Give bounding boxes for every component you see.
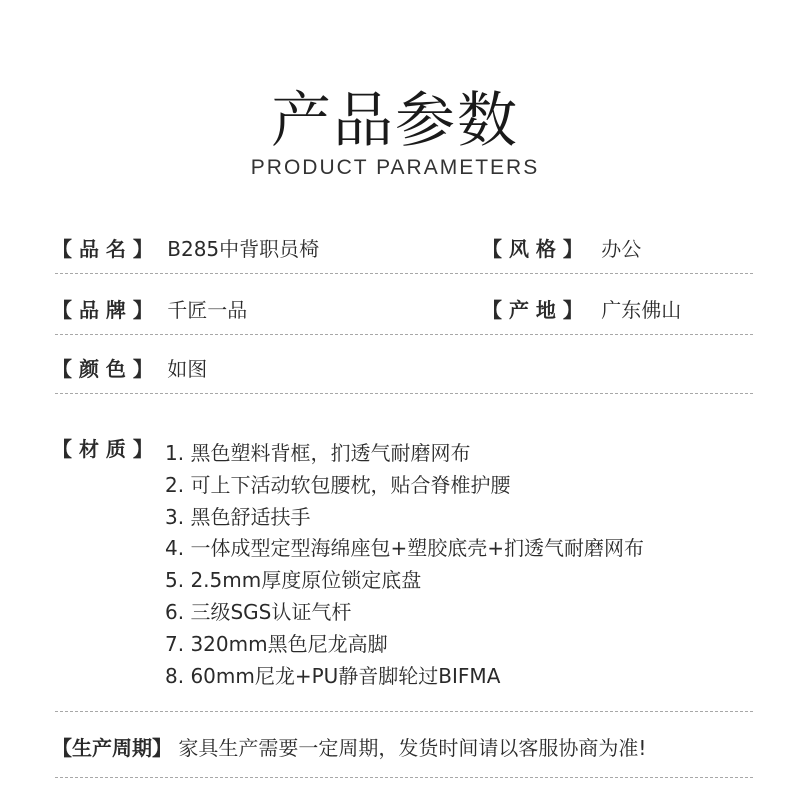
param-material-label-wrap [52,436,153,462]
param-name-label: 【 品 名 】 [52,237,153,261]
param-style-value: 办公 [601,237,642,261]
list-item: 7. 320mm黑色尼龙高脚 [165,631,388,656]
param-material-label: 【 材 质 】 [52,437,153,461]
param-brand-label: 【 品 牌 】 [52,298,153,322]
page-title: 产品参数 [271,86,519,156]
param-origin [482,297,681,323]
list-item: 2. 可上下活动软包腰枕，贴合脊椎护腰 [165,472,511,497]
param-origin-value: 广东佛山 [601,298,682,322]
notice-text: 家具生产需要一定周期，发货时间请以客服协商为准! [178,736,647,760]
divider [55,711,753,712]
divider [55,393,753,394]
param-style-label: 【 风 格 】 [482,237,583,261]
param-brand-value: 千匠一品 [167,298,248,322]
divider [55,777,753,778]
param-color [52,356,207,382]
list-item: 4. 一体成型定型海绵座包+塑胶底壳+扪透气耐磨网布 [165,536,644,561]
param-brand [52,297,247,323]
material-list [165,438,644,692]
param-style [482,236,641,262]
list-item: 1. 黑色塑料背框，扪透气耐磨网布 [165,441,471,465]
list-item: 8. 60mm尼龙+PU静音脚轮过BIFMA [165,663,501,688]
list-item: 3. 黑色舒适扶手 [165,504,311,529]
notice-label: 【生产周期】 [52,736,172,760]
list-item: 6. 三级SGS认证气杆 [165,599,352,624]
param-name [52,236,319,262]
list-item: 5. 2.5mm厚度原位锁定底盘 [165,568,422,593]
param-name-value: B285中背职员椅 [167,237,320,261]
divider [55,273,753,274]
page-subtitle: PRODUCT PARAMETERS [250,156,540,179]
param-color-label: 【 颜 色 】 [52,357,153,381]
param-origin-label: 【 产 地 】 [482,298,583,322]
divider [55,334,753,335]
production-notice [52,735,646,761]
param-color-value: 如图 [167,357,208,381]
